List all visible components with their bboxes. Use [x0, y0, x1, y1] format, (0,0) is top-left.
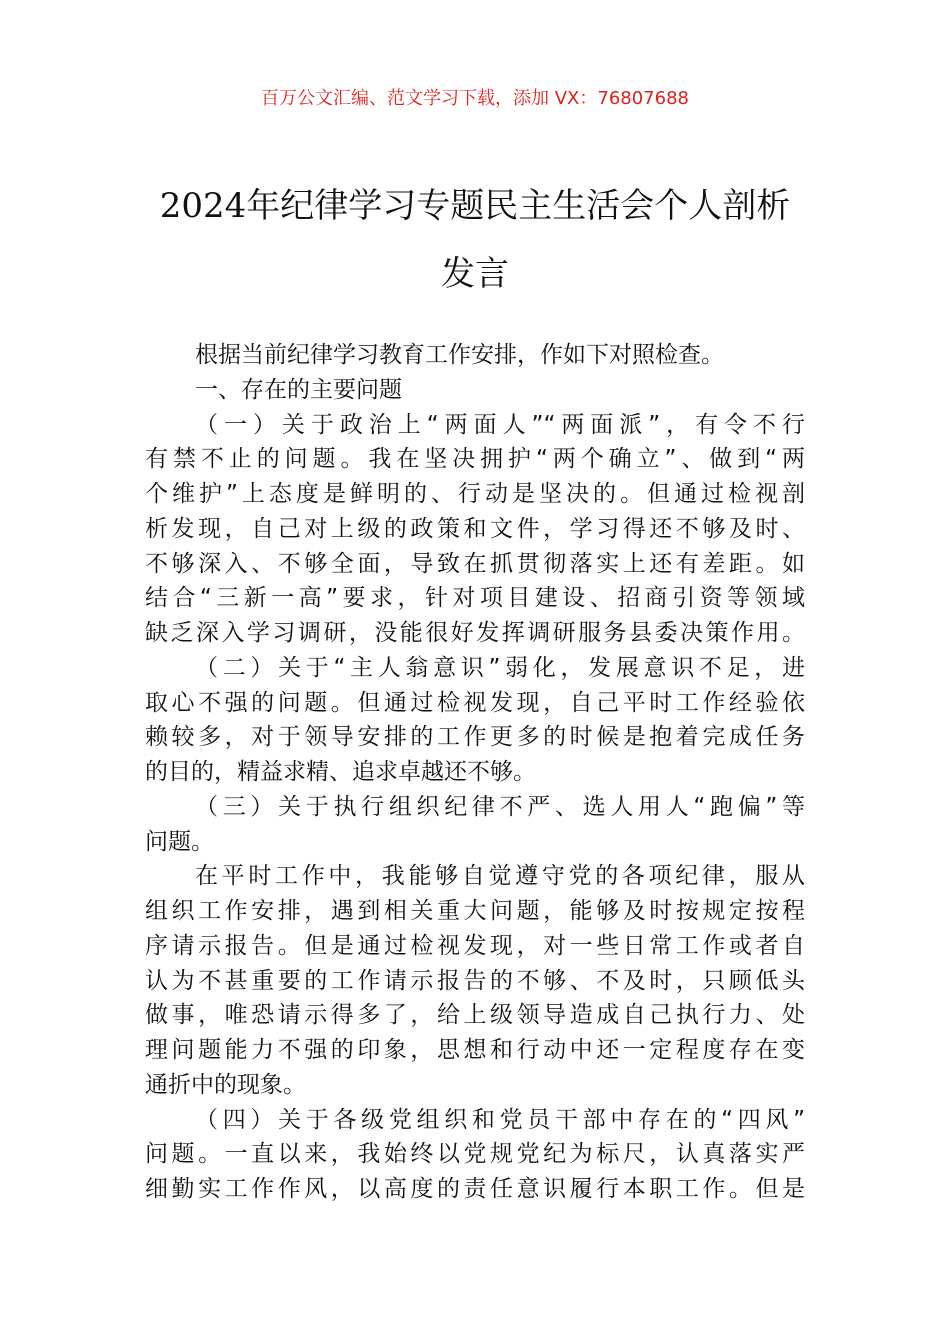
- body-text-line: 细勤实工作作风，以高度的责任意识履行本职工作。但是: [145, 1176, 805, 1202]
- body-text-line: 认为不甚重要的工作请示报告的不够、不及时，只顾低头: [145, 967, 805, 994]
- body-text-line: 赖较多，对于领导安排的工作更多的时候是抱着完成任务: [145, 724, 805, 751]
- body-text-line: 不够深入、不够全面，导致在抓贯彻落实上还有差距。如: [145, 550, 805, 577]
- body-text-line: 在平时工作中，我能够自觉遵守党的各项纪律，服从: [195, 863, 805, 890]
- body-text-line: 组织工作安排，遇到相关重大问题，能够及时按规定按程: [145, 898, 805, 924]
- body-text-line: 通折中的现象。: [145, 1071, 306, 1098]
- body-text-line: （一）关于政治上“两面人”“两面派”，有令不行: [195, 411, 805, 438]
- body-text-line: 问题。一直以来，我始终以党规党纪为标尺，认真落实严: [145, 1141, 805, 1168]
- body-text-line: （四）关于各级党组织和党员干部中存在的“四风”: [195, 1106, 805, 1133]
- body-text-line: 序请示报告。但是通过检视发现，对一些日常工作或者自: [145, 932, 805, 959]
- body-text-line: 理问题能力不强的印象，思想和行动中还一定程度存在变: [145, 1037, 805, 1063]
- body-text-line: 结合“三新一高”要求，针对项目建设、招商引资等领域: [145, 585, 805, 612]
- document-title-line-1: 2024年纪律学习专题民主生活会个人剖析: [159, 186, 791, 226]
- body-text-line: 一、存在的主要问题: [195, 376, 402, 403]
- body-text-line: （三）关于执行组织纪律不严、选人用人“跑偏”等: [195, 793, 805, 820]
- body-text-line: 取心不强的问题。但通过检视发现，自己平时工作经验依: [145, 689, 805, 716]
- body-text-line: 根据当前纪律学习教育工作安排，作如下对照检查。: [195, 342, 724, 368]
- body-text-line: 缺乏深入学习调研，没能很好发挥调研服务县委决策作用。: [145, 620, 805, 646]
- document-body: [145, 338, 805, 1207]
- body-text-line: （二）关于“主人翁意识”弱化，发展意识不足，进: [195, 654, 805, 681]
- document-title-line-2: 发言: [441, 254, 509, 294]
- body-text-line: 个维护”上态度是鲜明的、行动是坚决的。但通过检视剖: [145, 481, 805, 507]
- body-text-line: 有禁不止的问题。我在坚决拥护“两个确立”、做到“两: [145, 446, 805, 473]
- watermark-header: 百万公文汇编、范文学习下载，添加 VX：76807688: [261, 88, 689, 109]
- body-text-line: 的目的，精益求精、追求卓越还不够。: [145, 759, 536, 785]
- body-text-line: 问题。: [145, 828, 214, 855]
- body-text-line: 做事，唯恐请示得多了，给上级领导造成自己执行力、处: [145, 1002, 805, 1029]
- body-text-line: 析发现，自己对上级的政策和文件，学习得还不够及时、: [145, 515, 805, 542]
